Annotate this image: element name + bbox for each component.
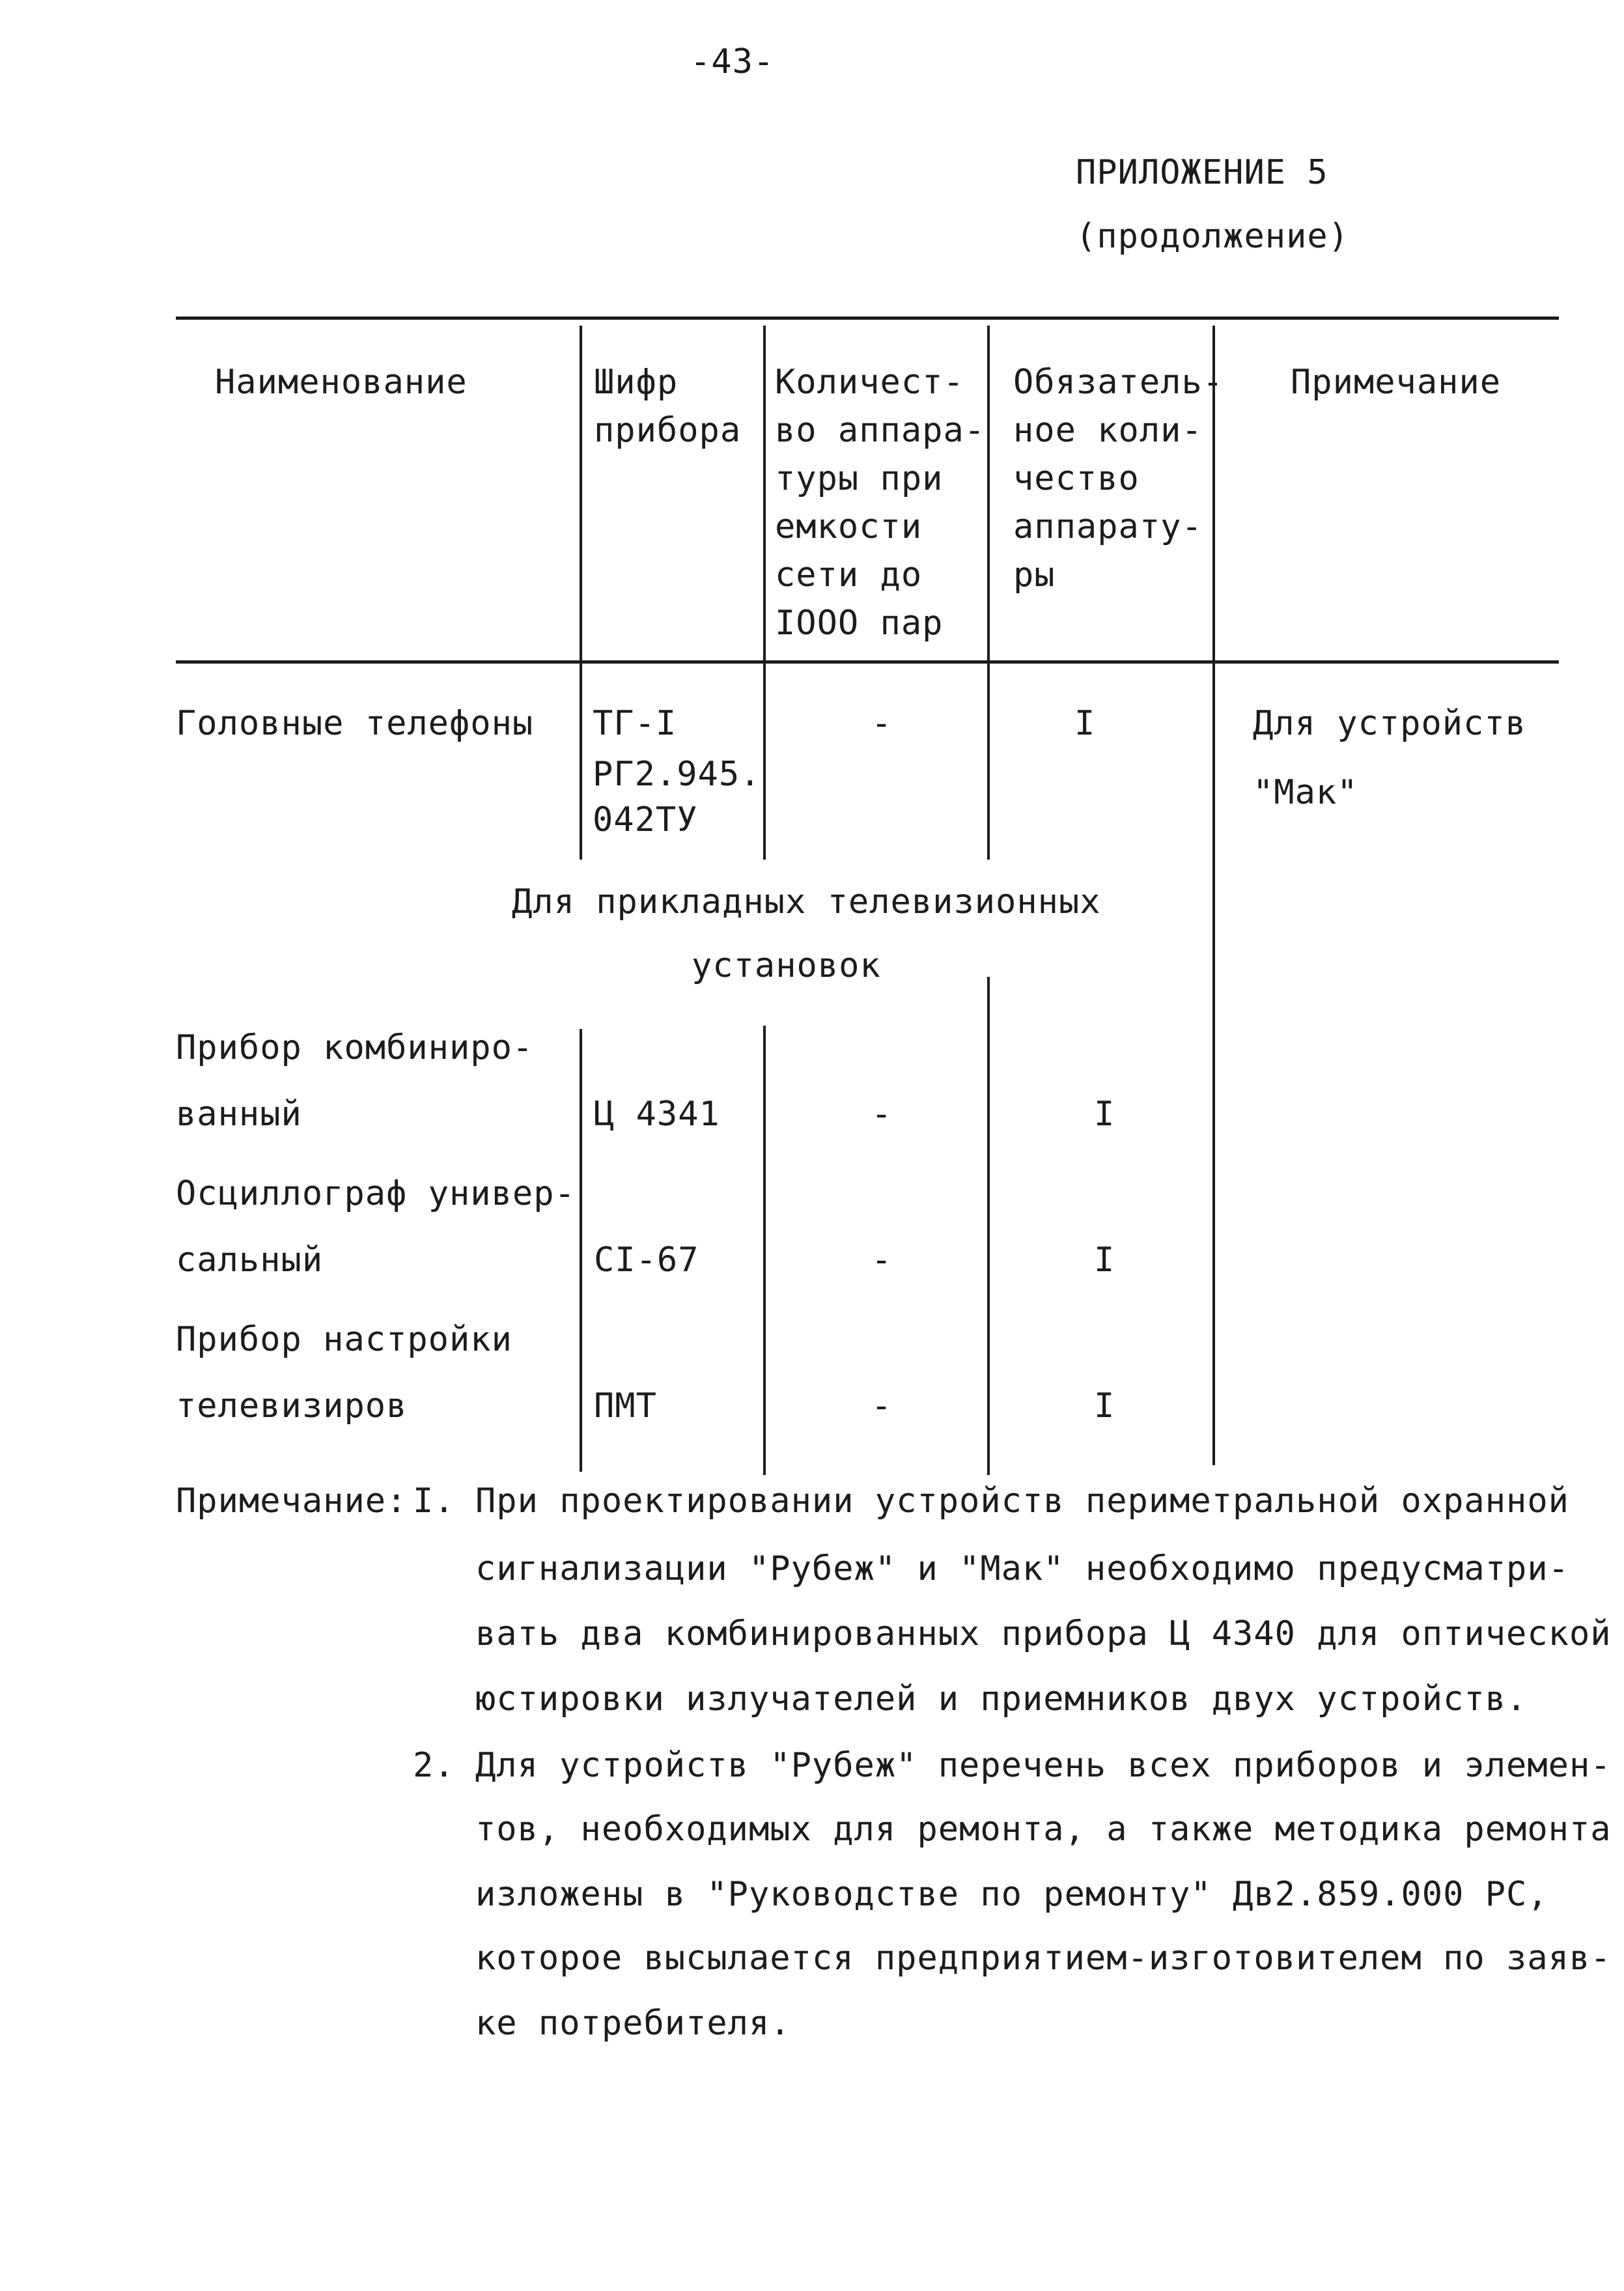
col-divider-2a (763, 326, 766, 860)
note1-line: При проектировании устройств периметральной охранной (475, 1482, 1569, 1521)
note1-line: юстировки излучателей и приемников двух устройств. (475, 1680, 1528, 1719)
col-divider-1b (580, 1029, 582, 1472)
row-mandatory: I (1094, 1095, 1115, 1134)
page-number: -43- (690, 42, 775, 81)
row-code: ПМТ (594, 1386, 657, 1426)
row1-mandatory: I (1074, 704, 1096, 743)
col-divider-1a (580, 326, 582, 860)
row-code: CI-67 (594, 1241, 699, 1280)
table-header-rule (176, 660, 1559, 664)
row1-code-line: 042ТУ (593, 800, 698, 839)
header-qty-line: во аппара- (775, 411, 986, 450)
header-mandatory-line: ное коли- (1013, 411, 1203, 450)
row-mandatory: I (1094, 1241, 1115, 1280)
row-mandatory: I (1094, 1386, 1115, 1426)
row-qty: - (871, 1241, 893, 1280)
row1-code-line: ТГ-I (593, 704, 677, 743)
note1-line: вать два комбинированных прибора Ц 4340 для оптической (475, 1614, 1612, 1653)
note1-number: I. (413, 1482, 455, 1521)
header-code-line: прибора (594, 411, 742, 450)
row-name-line: Прибор комбиниро- (176, 1028, 534, 1067)
row-name-line: Осциллограф универ- (176, 1174, 576, 1213)
row1-note-line: Для устройств (1253, 704, 1526, 743)
row1-code-line: РГ2.945. (593, 755, 761, 794)
header-qty-line: IOOO пар (775, 604, 944, 643)
notes-label: Примечание: (176, 1482, 408, 1521)
header-code-line: Шифр (594, 363, 679, 402)
appendix-subtitle: (продолжение) (1076, 217, 1349, 256)
header-qty-line: туры при (775, 459, 944, 498)
header-mandatory-line: аппарату- (1013, 507, 1203, 546)
row-qty: - (871, 1386, 893, 1426)
section-heading-line: Для прикладных телевизионных (512, 882, 1101, 921)
col-divider-3b (987, 977, 990, 1475)
note2-line: ке потребителя. (475, 2004, 791, 2043)
row-qty: - (871, 1095, 893, 1134)
note2-line: которое высылается предприятием-изготовителем по заяв- (475, 1939, 1612, 1978)
note2-line: Для устройств "Рубеж" перечень всех приборов и элемен- (475, 1746, 1612, 1785)
note1-line: сигнализации "Рубеж" и "Мак" необходимо предусматри- (475, 1549, 1569, 1588)
header-note: Примечание (1291, 363, 1502, 402)
header-qty-line: емкости (775, 507, 923, 546)
row-name-line: сальный (176, 1241, 324, 1280)
col-divider-2b (763, 1026, 766, 1475)
row-name-line: телевизиров (176, 1386, 408, 1426)
header-mandatory-line: Обязатель- (1013, 363, 1224, 402)
table-top-rule (176, 316, 1559, 320)
note2-line: тов, необходимых для ремонта, а также методика ремонта (475, 1810, 1612, 1849)
appendix-title: ПРИЛОЖЕНИЕ 5 (1076, 153, 1328, 192)
row-name-line: ванный (176, 1095, 302, 1134)
header-mandatory-line: ры (1013, 555, 1056, 595)
header-qty-line: Количест- (775, 363, 964, 402)
note2-line: изложены в "Руководстве по ремонту" Дв2.859.000 РС, (475, 1875, 1548, 1914)
header-mandatory-line: чество (1013, 459, 1140, 498)
col-divider-3a (987, 326, 990, 860)
row1-qty: - (871, 704, 893, 743)
row1-name: Головные телефоны (176, 704, 534, 743)
row-code: Ц 4341 (594, 1095, 720, 1134)
header-qty-line: сети до (775, 555, 923, 595)
row-name-line: Прибор настройки (176, 1320, 512, 1359)
note2-number: 2. (413, 1746, 455, 1785)
header-name: Наименование (215, 363, 468, 402)
section-heading-line: установок (692, 946, 881, 985)
row1-note-line: "Мак" (1253, 773, 1358, 812)
col-divider-4 (1212, 326, 1215, 1465)
